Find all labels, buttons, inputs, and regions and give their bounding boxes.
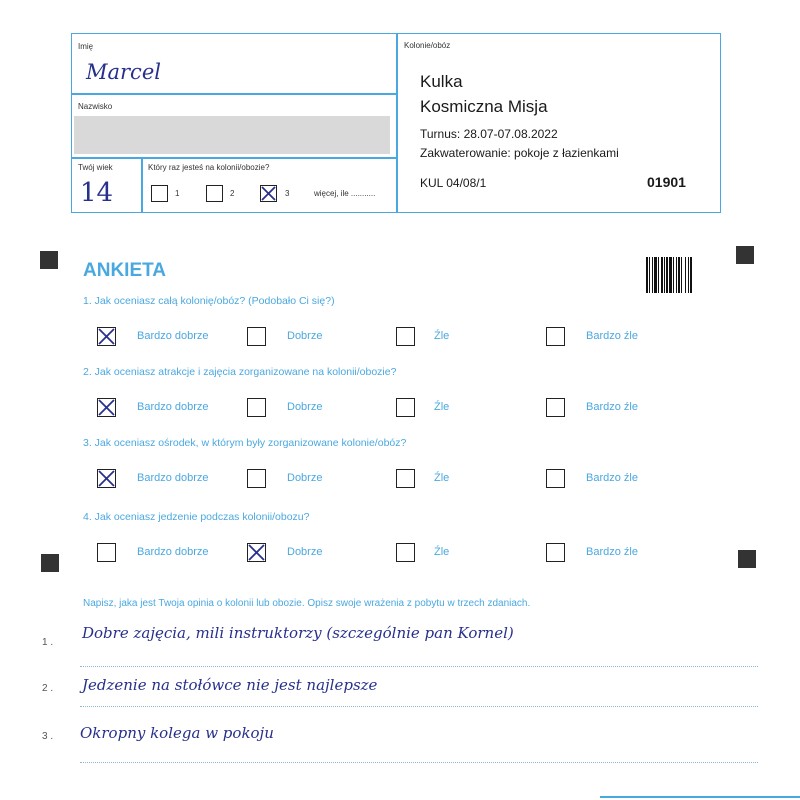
question-3-option-2-checkbox[interactable] bbox=[247, 469, 266, 488]
times-option-2-label: 2 bbox=[230, 189, 235, 198]
opinion-line-2 bbox=[80, 706, 758, 707]
turnus: Turnus: 28.07-07.08.2022 bbox=[420, 127, 558, 141]
question-4-option-1-label: Bardzo dobrze bbox=[137, 546, 209, 558]
opinion-line-number-1: 1 . bbox=[42, 637, 54, 648]
barcode bbox=[646, 257, 702, 293]
question-1-option-1-checkbox[interactable] bbox=[97, 327, 116, 346]
question-2-text: 2. Jak oceniasz atrakcje i zajęcia zorganizowane na kolonii/obozie? bbox=[83, 366, 397, 378]
surname-label: Nazwisko bbox=[78, 102, 113, 111]
question-2-option-4-checkbox[interactable] bbox=[546, 398, 565, 417]
name-value: Marcel bbox=[86, 60, 161, 84]
header-divider bbox=[396, 33, 398, 213]
question-1-text: 1. Jak oceniasz całą kolonię/obóz? (Podobało Ci się?) bbox=[83, 295, 335, 307]
age-divider bbox=[141, 157, 143, 213]
times-checkbox-1[interactable] bbox=[151, 185, 168, 202]
surname-redaction bbox=[74, 116, 390, 154]
opinion-line-2-text[interactable]: Jedzenie na stołówce nie jest najlepsze bbox=[82, 676, 378, 694]
question-4-option-3-label: Źle bbox=[434, 546, 450, 558]
question-4-option-2-label: Dobrze bbox=[287, 546, 323, 558]
registration-mark-top-right bbox=[736, 246, 754, 264]
camp-code: KUL 04/08/1 bbox=[420, 176, 487, 190]
question-3-option-3-checkbox[interactable] bbox=[396, 469, 415, 488]
question-2-option-1-label: Bardzo dobrze bbox=[137, 401, 209, 413]
opinion-line-number-3: 3 . bbox=[42, 731, 54, 742]
question-1-option-4-checkbox[interactable] bbox=[546, 327, 565, 346]
question-4-text: 4. Jak oceniasz jedzenie podczas kolonii/obozu? bbox=[83, 511, 310, 523]
opinion-line-3 bbox=[80, 762, 758, 763]
age-value: 14 bbox=[80, 178, 114, 208]
survey-title: ANKIETA bbox=[83, 260, 167, 281]
question-2-option-2-checkbox[interactable] bbox=[247, 398, 266, 417]
name-label: Imię bbox=[78, 42, 94, 51]
check-x-icon bbox=[247, 543, 266, 562]
registration-mark-top-left bbox=[40, 251, 58, 269]
times-label: Który raz jesteś na kolonii/obozie? bbox=[148, 163, 270, 172]
age-label: Twój wiek bbox=[78, 163, 113, 172]
times-checkbox-2[interactable] bbox=[206, 185, 223, 202]
registration-mark-bottom-right bbox=[738, 550, 756, 568]
question-4-option-3-checkbox[interactable] bbox=[396, 543, 415, 562]
question-3-option-4-checkbox[interactable] bbox=[546, 469, 565, 488]
question-3-option-3-label: Źle bbox=[434, 472, 450, 484]
check-x-icon bbox=[97, 469, 116, 488]
question-1-option-3-label: Źle bbox=[434, 330, 450, 342]
question-3-option-1-checkbox[interactable] bbox=[97, 469, 116, 488]
bottom-edge-line bbox=[600, 796, 800, 798]
question-2-option-4-label: Bardzo źle bbox=[586, 401, 638, 413]
question-4-option-4-checkbox[interactable] bbox=[546, 543, 565, 562]
question-4-option-2-checkbox[interactable] bbox=[247, 543, 266, 562]
camp-name: Kulka bbox=[420, 72, 463, 91]
check-x-icon bbox=[260, 185, 277, 202]
question-4-option-4-label: Bardzo źle bbox=[586, 546, 638, 558]
times-option-3-label: 3 bbox=[285, 189, 290, 198]
camp-program: Kosmiczna Misja bbox=[420, 97, 548, 116]
opinion-line-3-text[interactable]: Okropny kolega w pokoju bbox=[80, 724, 274, 742]
opinion-line-1 bbox=[80, 666, 758, 667]
question-4-option-1-checkbox[interactable] bbox=[97, 543, 116, 562]
check-x-icon bbox=[97, 327, 116, 346]
question-2-option-1-checkbox[interactable] bbox=[97, 398, 116, 417]
opinion-line-number-2: 2 . bbox=[42, 683, 54, 694]
check-x-icon bbox=[97, 398, 116, 417]
question-3-option-4-label: Bardzo źle bbox=[586, 472, 638, 484]
question-3-option-2-label: Dobrze bbox=[287, 472, 323, 484]
opinion-line-1-text[interactable]: Dobre zajęcia, mili instruktorzy (szczególnie pan Kornel) bbox=[82, 624, 514, 642]
accommodation: Zakwaterowanie: pokoje z łazienkami bbox=[420, 146, 619, 160]
question-3-option-1-label: Bardzo dobrze bbox=[137, 472, 209, 484]
camp-label: Kolonie/obóz bbox=[404, 41, 451, 50]
name-row-divider bbox=[71, 93, 397, 95]
question-1-option-4-label: Bardzo źle bbox=[586, 330, 638, 342]
registration-mark-bottom-left bbox=[41, 554, 59, 572]
question-1-option-3-checkbox[interactable] bbox=[396, 327, 415, 346]
surname-row-divider bbox=[71, 157, 397, 159]
question-3-text: 3. Jak oceniasz ośrodek, w którym były zorganizowane kolonie/obóz? bbox=[83, 437, 407, 449]
question-2-option-3-label: Źle bbox=[434, 401, 450, 413]
question-2-option-3-checkbox[interactable] bbox=[396, 398, 415, 417]
times-checkbox-3[interactable] bbox=[260, 185, 277, 202]
form-number: 01901 bbox=[647, 174, 686, 190]
times-option-1-label: 1 bbox=[175, 189, 180, 198]
question-1-option-2-label: Dobrze bbox=[287, 330, 323, 342]
question-1-option-2-checkbox[interactable] bbox=[247, 327, 266, 346]
question-1-option-1-label: Bardzo dobrze bbox=[137, 330, 209, 342]
question-2-option-2-label: Dobrze bbox=[287, 401, 323, 413]
opinion-prompt: Napisz, jaka jest Twoja opinia o kolonii lub obozie. Opisz swoje wrażenia z pobytu w trzech zdaniach. bbox=[83, 598, 531, 609]
times-more-label: więcej, ile ........... bbox=[314, 189, 376, 198]
